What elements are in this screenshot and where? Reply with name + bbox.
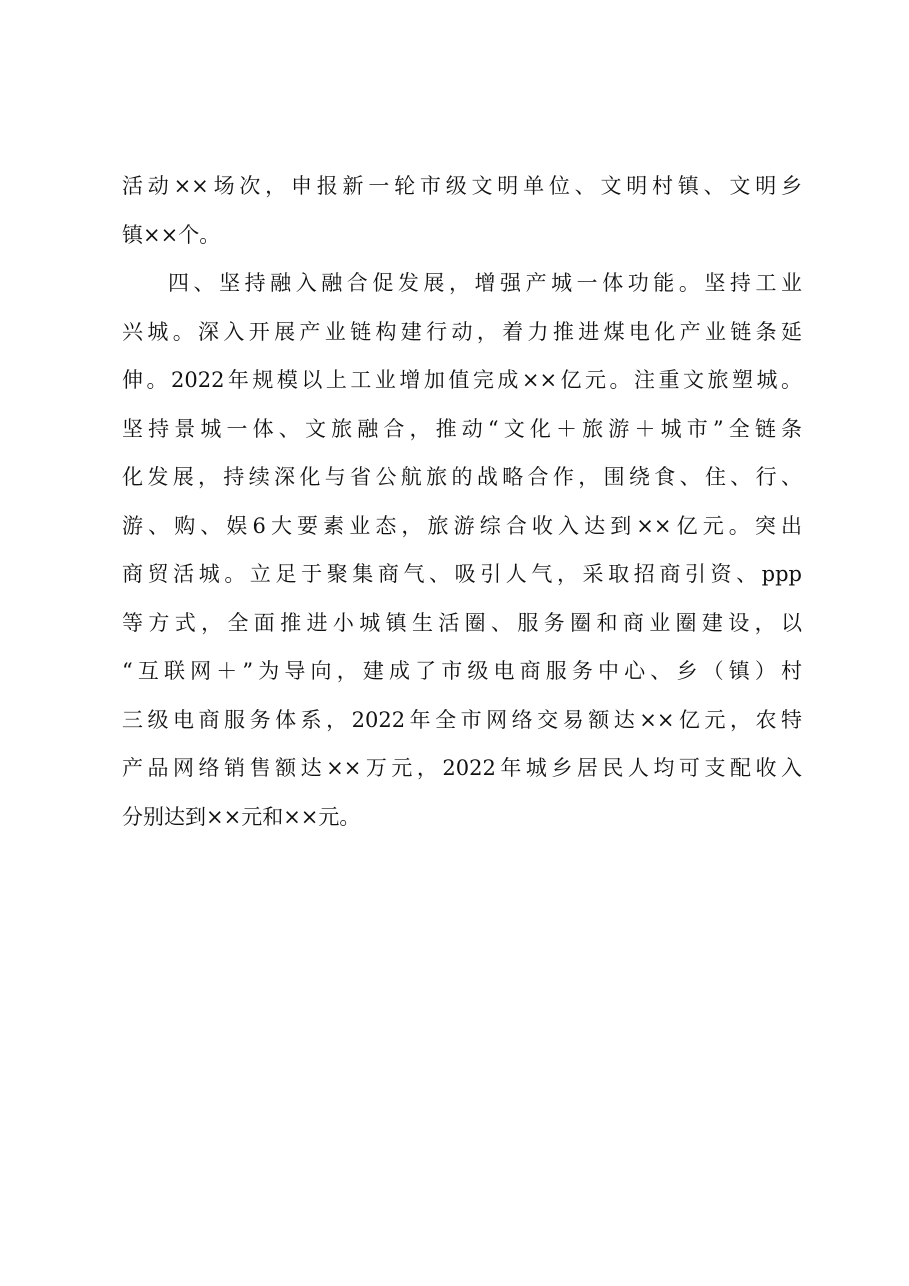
text-line: 活动××场次，申报新一轮市级文明单位、文明村镇、文明乡: [122, 174, 802, 198]
text-line: “互联网＋”为导向，建成了市级电商服务中心、乡（镇）村: [122, 659, 802, 683]
text-line: 坚持景城一体、文旅融合，推动“文化＋旅游＋城市”全链条: [122, 416, 802, 441]
text-line: 等方式，全面推进小城镇生活圈、服务圈和商业圈建设，以: [122, 610, 802, 635]
paragraph-start-line: 四、坚持融入融合促发展，增强产城一体功能。坚持工业: [168, 271, 802, 295]
text-line: 镇××个。: [122, 222, 221, 247]
text-line: 三级电商服务体系，2022年全市网络交易额达××亿元，农特: [122, 707, 802, 732]
text-line: 化发展，持续深化与省公航旅的战略合作，围绕食、住、行、: [122, 465, 802, 489]
text-line: 兴城。深入开展产业链构建行动，着力推进煤电化产业链条延: [122, 319, 802, 344]
text-line: 伸。2022年规模以上工业增加值完成××亿元。注重文旅塑城。: [122, 368, 802, 392]
text-line: 分别达到××元和××元。: [122, 804, 361, 829]
text-line: 产品网络销售额达××万元，2022年城乡居民人均可支配收入: [122, 756, 802, 780]
body-text: [122, 162, 802, 841]
text-line: 游、购、娱6大要素业态，旅游综合收入达到××亿元。突出: [122, 513, 802, 538]
text-line: 商贸活城。立足于聚集商气、吸引人气，采取招商引资、ppp: [122, 562, 802, 586]
